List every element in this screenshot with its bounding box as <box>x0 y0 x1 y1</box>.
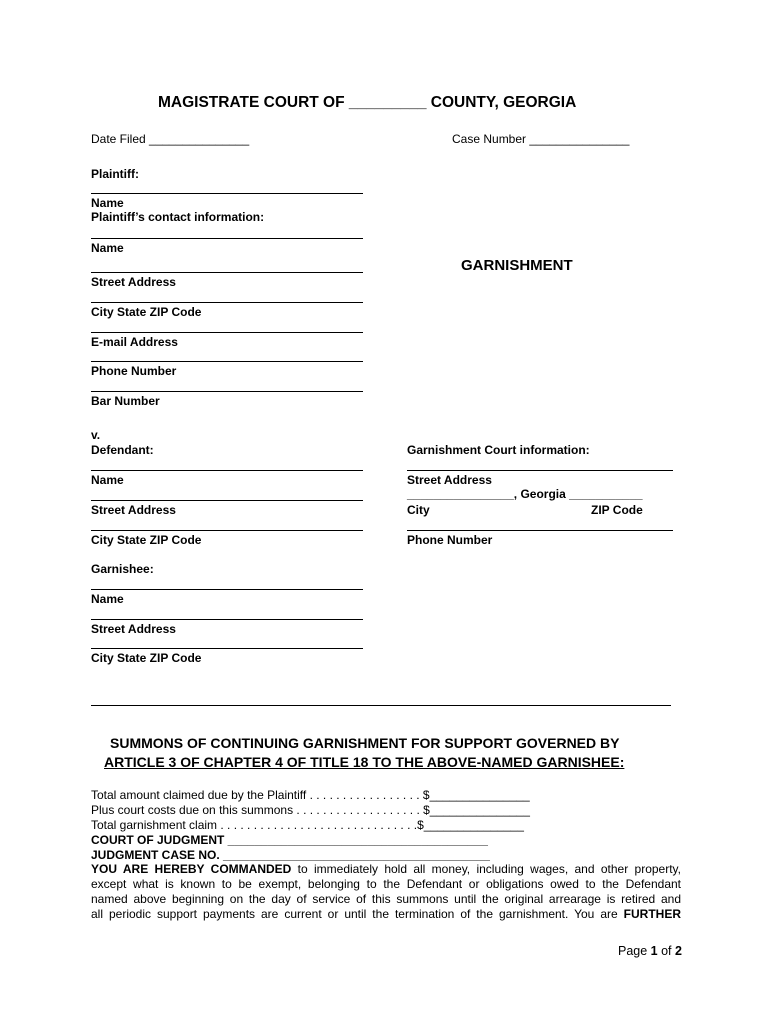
contact-name-line <box>91 238 363 239</box>
further-text: FURTHER <box>623 907 681 921</box>
page-of: of <box>657 944 675 958</box>
court-street-line <box>407 470 673 471</box>
contact-street-label: Street Address <box>91 275 176 289</box>
contact-bar-label: Bar Number <box>91 394 160 408</box>
contact-name-label: Name <box>91 241 124 255</box>
body-line-3: named above beginning on the day of service of this summons until the original arrearage is retired and <box>91 892 681 906</box>
commanded-text: YOU ARE HEREBY COMMANDED <box>91 862 292 876</box>
contact-phone-label: Phone Number <box>91 364 177 378</box>
section-divider <box>91 705 671 706</box>
page-number <box>618 944 682 958</box>
document-title: GARNISHMENT <box>461 257 573 274</box>
defendant-name-label: Name <box>91 473 124 487</box>
contact-phone-line <box>91 361 363 362</box>
contact-email-line <box>91 332 363 333</box>
defendant-name-line <box>91 470 363 471</box>
garnishee-heading: Garnishee: <box>91 562 154 576</box>
page-total: 2 <box>675 944 682 958</box>
contact-city-label: City State ZIP Code <box>91 305 202 319</box>
court-info-heading: Garnishment Court information: <box>407 443 590 457</box>
court-city-label: City <box>407 503 430 517</box>
court-phone-line <box>407 530 673 531</box>
page-current: 1 <box>650 944 658 958</box>
garnishee-street-label: Street Address <box>91 622 176 636</box>
contact-email-label: E-mail Address <box>91 335 178 349</box>
garnishee-city-label: City State ZIP Code <box>91 651 202 665</box>
garnishee-name-label: Name <box>91 592 124 606</box>
date-filed: Date Filed _______________ <box>91 132 250 146</box>
page-word: Page <box>618 944 651 958</box>
garnishee-street-line <box>91 619 363 620</box>
defendant-street-label: Street Address <box>91 503 176 517</box>
amount-claimed: Total amount claimed due by the Plaintiff . . . . . . . . . . . . . . . . . $_______________ <box>91 788 530 802</box>
plaintiff-heading: Plaintiff: <box>91 167 139 181</box>
contact-city-line <box>91 302 363 303</box>
court-street-label: Street Address <box>407 473 492 487</box>
body-line-4 <box>91 907 681 922</box>
court-georgia-line: ________________, Georgia ___________ <box>407 487 643 501</box>
plaintiff-name-line <box>91 193 363 194</box>
court-phone-label: Phone Number <box>407 533 493 547</box>
defendant-city-label: City State ZIP Code <box>91 533 202 547</box>
plaintiff-name-label: Name <box>91 196 124 210</box>
defendant-city-line <box>91 530 363 531</box>
plaintiff-contact-heading: Plaintiff’s contact information: <box>91 210 265 224</box>
defendant-street-line <box>91 500 363 501</box>
contact-street-line <box>91 272 363 273</box>
judgment-case-no: JUDGMENT CASE NO. ________________________________________ <box>91 848 490 862</box>
garnishee-name-line <box>91 589 363 590</box>
court-zip-label: ZIP Code <box>591 503 643 517</box>
amount-court-costs: Plus court costs due on this summons . . . . . . . . . . . . . . . . . . . $_______________ <box>91 803 530 817</box>
case-number: Case Number _______________ <box>452 132 630 146</box>
body-line-1 <box>91 862 681 877</box>
summons-heading-line1: SUMMONS OF CONTINUING GARNISHMENT FOR SUPPORT GOVERNED BY <box>110 735 620 751</box>
contact-bar-line <box>91 391 363 392</box>
court-of-judgment: COURT OF JUDGMENT _______________________________________ <box>91 833 488 847</box>
body-line-4-text: all periodic support payments are current or until the termination of the garnishment. You are <box>91 907 624 921</box>
amount-total-claim: Total garnishment claim . . . . . . . . . . . . . . . . . . . . . . . . . . . . . .$_______________ <box>91 818 524 832</box>
versus-label: v. <box>91 428 101 442</box>
garnishee-city-line <box>91 648 363 649</box>
summons-heading-line2: ARTICLE 3 OF CHAPTER 4 OF TITLE 18 TO THE ABOVE-NAMED GARNISHEE: <box>104 754 625 770</box>
page-title: MAGISTRATE COURT OF _________ COUNTY, GEORGIA <box>158 94 577 111</box>
body-line-1-rest: to immediately hold all money, including wages, and other property, <box>291 862 681 876</box>
defendant-heading: Defendant: <box>91 443 154 457</box>
body-line-2: except what is known to be exempt, belonging to the Defendant or obligations owed to the Defendant <box>91 877 681 891</box>
